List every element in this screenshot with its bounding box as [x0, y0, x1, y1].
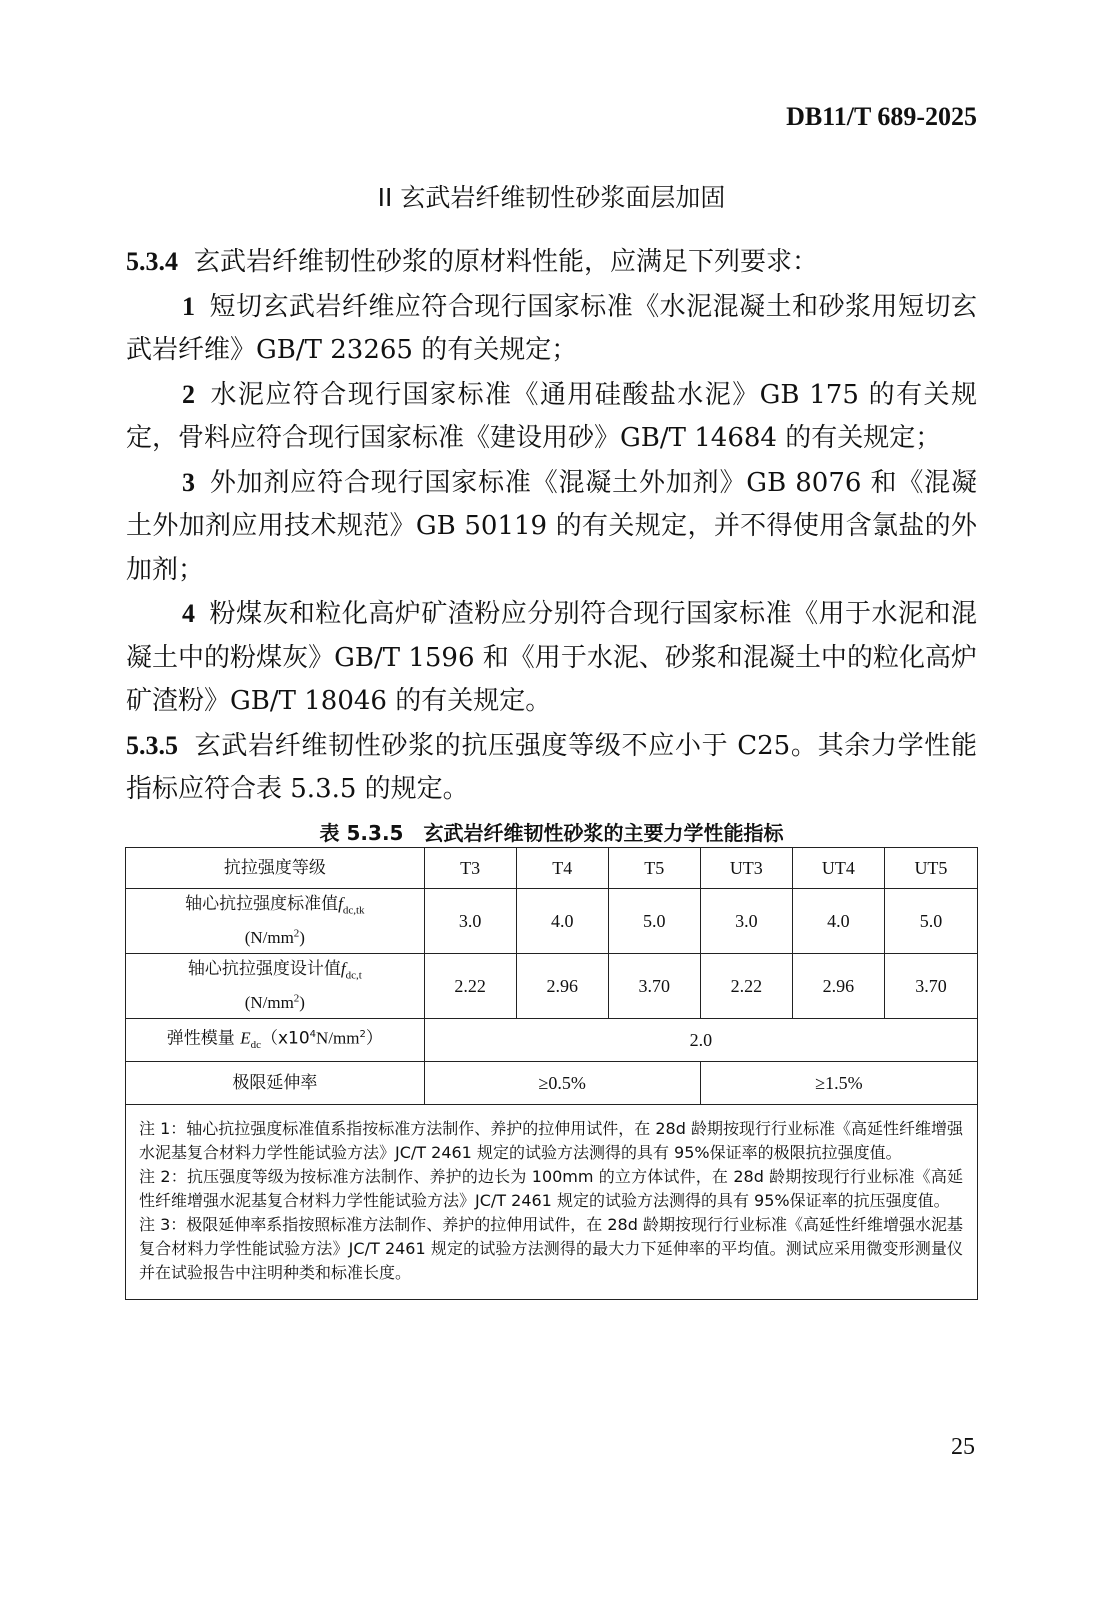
list-item — [126, 592, 977, 724]
value-cell: 2.22 — [424, 954, 516, 1019]
unit-close: ) — [299, 927, 305, 947]
row-label — [126, 889, 425, 954]
item-number: 1 — [182, 291, 195, 321]
value-cell: 2.22 — [700, 954, 792, 1019]
unit-exponent: 2 — [359, 1028, 366, 1040]
unit-text: N/mm — [316, 1028, 360, 1048]
value-cell: 2.96 — [516, 954, 608, 1019]
unit-exponent: 2 — [293, 991, 300, 1004]
table-number: 表 5.3.5 — [319, 821, 404, 845]
item-text: 外加剂应符合现行国家标准《混凝土外加剂》GB 8076 和《混凝土外加剂应用技术规范》GB 50119 的有关规定，并不得使用含氯盐的外加剂； — [126, 467, 977, 585]
table-row — [126, 848, 978, 889]
value-cell: ≥0.5% — [424, 1062, 700, 1105]
unit-text: (N/mm — [244, 992, 294, 1012]
value-cell: 3.70 — [608, 954, 700, 1019]
clause-5-3-5 — [126, 724, 977, 812]
grade-cell: UT5 — [884, 848, 977, 889]
value-cell: 3.0 — [424, 889, 516, 954]
note: 注 3：极限延伸率系指按照标准方法制作、养护的拉伸用试件，在 28d 龄期按现行行业标准《高延性纤维增强水泥基复合材料力学性能试验方法》JC/T 2461 规定的试验方法测得的最大力下延伸率的平均值。测试应采用微变形测量仪并在试验报告中注明种类和标准长度。 — [139, 1215, 963, 1282]
table-title — [0, 817, 1103, 846]
table-row — [126, 1105, 978, 1300]
symbol-subscript: dc — [250, 1039, 261, 1052]
unit-text: (N/mm — [244, 927, 294, 947]
table-row — [126, 889, 978, 954]
value-cell: 4.0 — [516, 889, 608, 954]
grade-cell: T5 — [608, 848, 700, 889]
label-text: 轴心抗拉强度设计值 — [187, 959, 341, 980]
value-cell: 5.0 — [884, 889, 977, 954]
row-label — [126, 1019, 425, 1062]
grade-cell: T3 — [424, 848, 516, 889]
clause-number: 5.3.5 — [126, 730, 178, 760]
list-item — [126, 285, 977, 373]
symbol-subscript: dc,tk — [342, 904, 365, 917]
grade-cell: T4 — [516, 848, 608, 889]
row-label: 抗拉强度等级 — [126, 848, 425, 889]
symbol: f — [338, 894, 343, 914]
table-row — [126, 1019, 978, 1062]
item-text: 短切玄武岩纤维应符合现行国家标准《水泥混凝土和砂浆用短切玄武岩纤维》GB/T 23265 的有关规定； — [126, 291, 977, 365]
unit-text: （x10 — [260, 1028, 310, 1049]
item-text: 水泥应符合现行国家标准《通用硅酸盐水泥》GB 175 的有关规定，骨料应符合现行国家标准《建设用砂》GB/T 14684 的有关规定； — [126, 379, 977, 453]
value-cell: 3.70 — [884, 954, 977, 1019]
clause-5-3-4 — [126, 240, 977, 285]
table-row — [126, 1062, 978, 1105]
value-cell: 2.0 — [424, 1019, 977, 1062]
note: 注 2：抗压强度等级为按标准方法制作、养护的边长为 100mm 的立方体试件，在 28d 龄期按现行行业标准《高延性纤维增强水泥基复合材料力学性能试验方法》JC/T 2461 规定的试验方法测得的具有 95%保证率的抗压强度值。 — [139, 1167, 963, 1210]
value-cell: 4.0 — [792, 889, 884, 954]
item-number: 4 — [182, 599, 195, 628]
list-item — [126, 373, 977, 461]
symbol: f — [340, 959, 346, 979]
unit — [245, 993, 305, 1012]
value-cell: 5.0 — [608, 889, 700, 954]
table-row — [126, 954, 978, 1019]
section-title: II 玄武岩纤维韧性砂浆面层加固 — [377, 183, 726, 212]
note: 注 1：轴心抗拉强度标准值系指按标准方法制作、养护的拉伸用试件，在 28d 龄期按现行行业标准《高延性纤维增强水泥基复合材料力学性能试验方法》JC/T 2461 规定的试验方法测得的具有 95%保证率的极限抗拉强度值。 — [139, 1119, 963, 1162]
value-cell: 3.0 — [700, 889, 792, 954]
symbol: E — [240, 1028, 251, 1048]
clause-text: 玄武岩纤维韧性砂浆的抗压强度等级不应小于 C25。其余力学性能指标应符合表 5.3.5 的规定。 — [126, 730, 977, 804]
item-number: 3 — [182, 467, 195, 497]
clause-intro: 玄武岩纤维韧性砂浆的原材料性能，应满足下列要求： — [194, 247, 819, 277]
grade-cell: UT3 — [700, 848, 792, 889]
grade-cell: UT4 — [792, 848, 884, 889]
mechanical-properties-table — [125, 847, 978, 1300]
value-cell: ≥1.5% — [700, 1062, 977, 1105]
label-text: 轴心抗拉强度标准值 — [185, 894, 339, 915]
document-code: DB11/T 689-2025 — [786, 102, 977, 131]
clause-number: 5.3.4 — [126, 247, 178, 276]
value-cell: 2.96 — [792, 954, 884, 1019]
unit-exponent: 2 — [293, 926, 300, 939]
item-number: 2 — [182, 379, 195, 409]
row-label: 极限延伸率 — [126, 1062, 425, 1105]
row-label — [126, 954, 425, 1019]
unit-close: ） — [365, 1028, 383, 1049]
unit — [245, 928, 305, 947]
unit-close: ) — [299, 992, 305, 1012]
symbol-subscript: dc,t — [345, 969, 362, 982]
item-text: 粉煤灰和粒化高炉矿渣粉应分别符合现行国家标准《用于水泥和混凝土中的粉煤灰》GB/T 1596 和《用于水泥、砂浆和混凝土中的粒化高炉矿渣粉》GB/T 18046 的有关规定。 — [126, 599, 977, 716]
body-text — [126, 240, 977, 812]
list-item — [126, 461, 977, 593]
label-text: 弹性模量 — [166, 1028, 235, 1049]
page-number: 25 — [951, 1434, 975, 1460]
unit-exponent: 4 — [309, 1028, 317, 1040]
table-caption: 玄武岩纤维韧性砂浆的主要力学性能指标 — [423, 821, 784, 845]
table-notes — [126, 1105, 978, 1300]
